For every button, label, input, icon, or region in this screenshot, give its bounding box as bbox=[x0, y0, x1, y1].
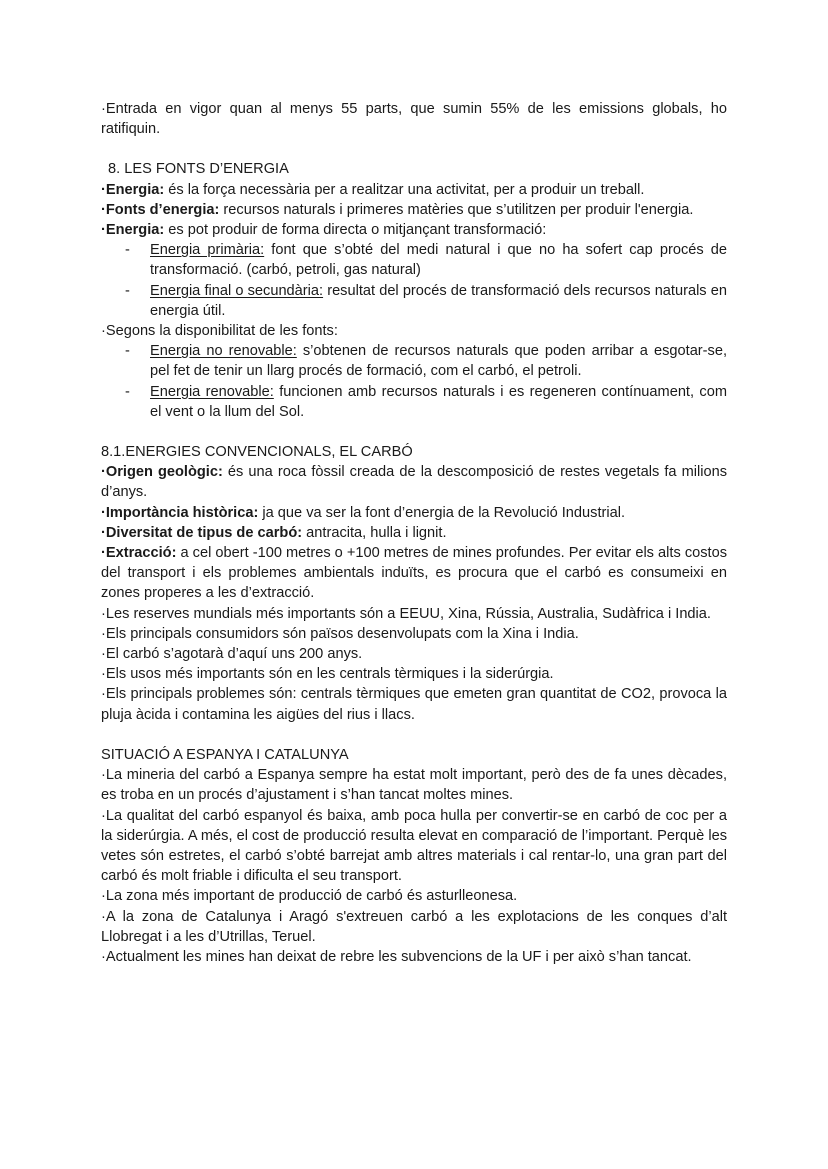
definition-text: és una roca fòssil creada de la descomposició de restes vegetals fa milions d’anys. bbox=[101, 464, 728, 501]
dash-bullet: - bbox=[125, 282, 130, 299]
list-item-energia-final bbox=[101, 281, 727, 321]
section-heading-fonts-energia: 8. LES FONTS D’ENERGIA bbox=[108, 161, 289, 178]
paragraph-consumidors: ·Els principals consumidors són països desenvolupats com la Xina i India. bbox=[101, 625, 579, 642]
paragraph-qualitat: ·La qualitat del carbó espanyol és baixa, amb poca hulla per convertir-se en carbó de coc per a la siderúrgia. A més, el cost de producció resulta elevat en comparació de l’important. Perquè les vetes són estretes, el carbó s’obté barrejat amb altres materials i cal rentar-lo, una gran part del carbó és molt friable i dificulta el seu transport. bbox=[101, 807, 727, 885]
term-energia-renovable: Energia renovable: bbox=[150, 383, 274, 400]
paragraph-extraccio bbox=[101, 543, 727, 604]
list-item-no-renovable bbox=[101, 341, 727, 381]
term-energia: ·Energia: bbox=[101, 181, 165, 198]
dash-bullet: - bbox=[125, 343, 130, 360]
term-energia-final: Energia final o secundària: bbox=[150, 282, 324, 299]
paragraph-esgotara: ·El carbó s’agotarà d’aquí uns 200 anys. bbox=[101, 646, 363, 663]
paragraph-gap bbox=[101, 139, 727, 159]
list-item-text: resultat del procés de transformació dels recursos naturals en energia útil. bbox=[150, 282, 727, 319]
term-importancia-historica: ·Importància històrica: bbox=[101, 504, 259, 521]
definition-text: es pot produir de forma directa o mitjançant transformació: bbox=[164, 222, 547, 239]
definition-text: és la força necessària per a realitzar una activitat, per a produir un treball. bbox=[164, 181, 645, 198]
paragraph-gap bbox=[101, 725, 727, 745]
paragraph-segons-disponibilitat: ·Segons la disponibilitat de les fonts: bbox=[101, 323, 338, 340]
dash-bullet: - bbox=[125, 242, 130, 259]
paragraph-entrada-en-vigor: ·Entrada en vigor quan al menys 55 parts, que sumin 55% de les emissions globals, ho ratifiquin. bbox=[101, 101, 727, 138]
paragraph-gap bbox=[101, 422, 727, 442]
list-energy-types bbox=[101, 240, 727, 321]
list-item-text: funcionen amb recursos naturals i es regeneren contínuament, com el vent o la llum del Sol. bbox=[150, 383, 727, 420]
term-diversitat: ·Diversitat de tipus de carbó: bbox=[101, 524, 303, 541]
paragraph-reserves: ·Les reserves mundials més importants són a EEUU, Xina, Rússia, Australia, Sudàfrica i India. bbox=[101, 605, 711, 622]
paragraph-zona-asturlleonesa: ·La zona més important de producció de carbó és asturlleonesa. bbox=[101, 888, 518, 905]
paragraph-usos: ·Els usos més importants són en les centrals tèrmiques i la siderúrgia. bbox=[101, 666, 554, 683]
term-extraccio: ·Extracció: bbox=[101, 545, 177, 562]
paragraph-energia-definition bbox=[101, 180, 727, 200]
list-item-energia-primaria bbox=[101, 240, 727, 280]
definition-text: antracita, hulla i lignit. bbox=[302, 524, 447, 541]
term-fonts-energia: ·Fonts d’energia: bbox=[101, 201, 220, 218]
dash-bullet: - bbox=[125, 383, 130, 400]
paragraph-subvencions: ·Actualment les mines han deixat de rebre les subvencions de la UF i per això s’han tancat. bbox=[101, 948, 692, 965]
definition-text: ja que va ser la font d’energia de la Revolució Industrial. bbox=[258, 504, 626, 521]
paragraph-catalunya-arago: ·A la zona de Catalunya i Aragó s'extreuen carbó a les explotacions de les conques d’alt Llobregat i a les d’Utrillas, Teruel. bbox=[101, 908, 727, 945]
paragraph-problemes: ·Els principals problemes són: centrals tèrmiques que emeten gran quantitat de CO2, provoca la pluja àcida i contamina les aigües del rius i llacs. bbox=[101, 686, 727, 723]
section-heading-situacio: SITUACIÓ A ESPANYA I CATALUNYA bbox=[101, 746, 349, 763]
paragraph-diversitat bbox=[101, 523, 727, 543]
document-page bbox=[101, 99, 727, 967]
list-item-renovable bbox=[101, 382, 727, 422]
list-availability bbox=[101, 341, 727, 422]
section-heading-carbo: 8.1.ENERGIES CONVENCIONALS, EL CARBÓ bbox=[101, 444, 413, 461]
term-origen-geologic: ·Origen geològic: bbox=[101, 464, 223, 481]
term-energia-no-renovable: Energia no renovable: bbox=[150, 343, 297, 360]
list-item-text: font que s’obté del medi natural i que no ha sofert cap procés de transformació. (carbó, petroli, gas natural) bbox=[150, 242, 728, 279]
paragraph-energia-produccio bbox=[101, 220, 727, 240]
definition-text: a cel obert -100 metres o +100 metres de mines profundes. Per evitar els alts costos del transport i els problemes ambientals induïts, es procura que el carbó es consumeixi en zones properes a les d’extracció. bbox=[101, 545, 727, 602]
paragraph-fonts-energia bbox=[101, 200, 727, 220]
paragraph-origen-geologic bbox=[101, 462, 727, 502]
list-item-text: s’obtenen de recursos naturals que poden arribar a esgotar-se, pel fet de tenir un llarg procés de formació, com el carbó, el petroli. bbox=[150, 343, 727, 380]
term-energia-primaria: Energia primària: bbox=[150, 242, 265, 259]
definition-text: recursos naturals i primeres matèries que s’utilitzen per produir l'energia. bbox=[219, 201, 694, 218]
paragraph-importancia-historica bbox=[101, 503, 727, 523]
paragraph-mineria: ·La mineria del carbó a Espanya sempre ha estat molt important, però des de fa unes dècades, es troba en un procés d’ajustament i s’han tancat moltes mines. bbox=[101, 767, 727, 804]
term-energia-produccio: ·Energia: bbox=[101, 222, 165, 239]
